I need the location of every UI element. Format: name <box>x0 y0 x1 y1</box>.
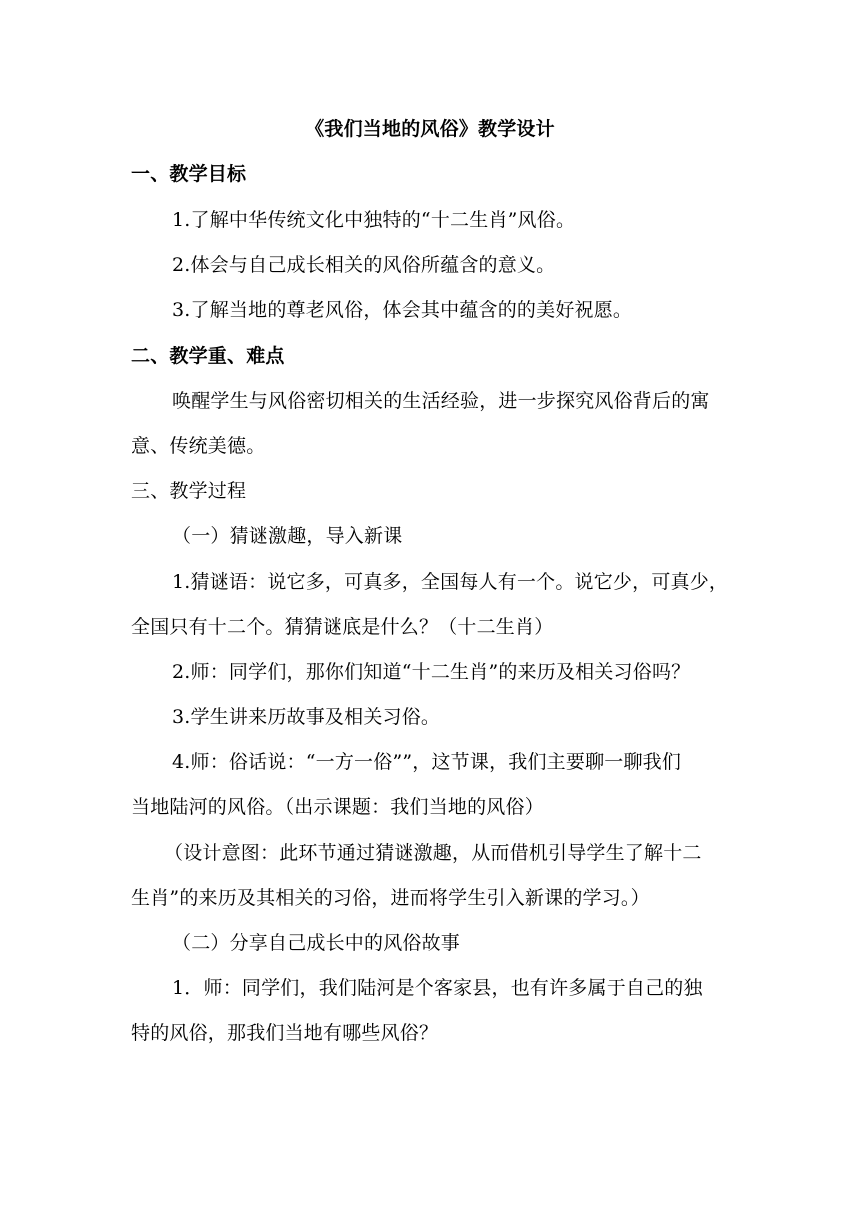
part-2-title: （二）分享自己成长中的风俗故事 <box>172 932 461 954</box>
key-points-line-1: 唤醒学生与风俗密切相关的生活经验，进一步探究风俗背后的寓 <box>172 390 710 412</box>
saying-line-2: 当地陆河的风俗。（出示课题：我们当地的风俗） <box>131 796 544 818</box>
student-story: 3.学生讲来历故事及相关习俗。 <box>172 706 441 728</box>
teacher-question: 2.师：同学们，那你们知道“十二生肖”的来历及相关习俗吗？ <box>172 661 691 683</box>
goal-item-1: 1.了解中华传统文化中独特的“十二生肖”风俗。 <box>172 209 576 231</box>
share-question-line-1: 1．师：同学们，我们陆河是个客家县，也有许多属于自己的独 <box>172 977 703 999</box>
riddle-line-1: 1.猜谜语：说它多，可真多，全国每人有一个。说它少，可真少， <box>172 571 729 593</box>
saying-line-1: 4.师：俗话说：“一方一俗””，这节课，我们主要聊一聊我们 <box>172 751 682 773</box>
section-heading-key-points: 二、教学重、难点 <box>131 345 285 367</box>
share-question-line-2: 特的风俗，那我们当地有哪些风俗？ <box>131 1022 439 1044</box>
section-heading-process: 三、教学过程 <box>131 480 247 502</box>
goal-item-3: 3.了解当地的尊老风俗，体会其中蕴含的的美好祝愿。 <box>172 299 633 321</box>
riddle-line-2: 全国只有十二个。猜猜谜底是什么？（十二生肖） <box>131 616 554 638</box>
section-heading-goals: 一、教学目标 <box>131 163 247 185</box>
design-intent-line-2: 生肖”的来历及其相关的习俗，进而将学生引入新课的学习。） <box>131 887 650 909</box>
design-intent-line-1: （设计意图：此环节通过猜谜激趣，从而借机引导学生了解十二 <box>164 842 702 864</box>
goal-item-2: 2.体会与自己成长相关的风俗所蕴含的意义。 <box>172 254 556 276</box>
key-points-line-2: 意、传统美德。 <box>131 435 266 457</box>
document-title: 《我们当地的风俗》教学设计 <box>305 118 555 140</box>
part-1-title: （一）猜谜激趣，导入新课 <box>172 525 403 547</box>
